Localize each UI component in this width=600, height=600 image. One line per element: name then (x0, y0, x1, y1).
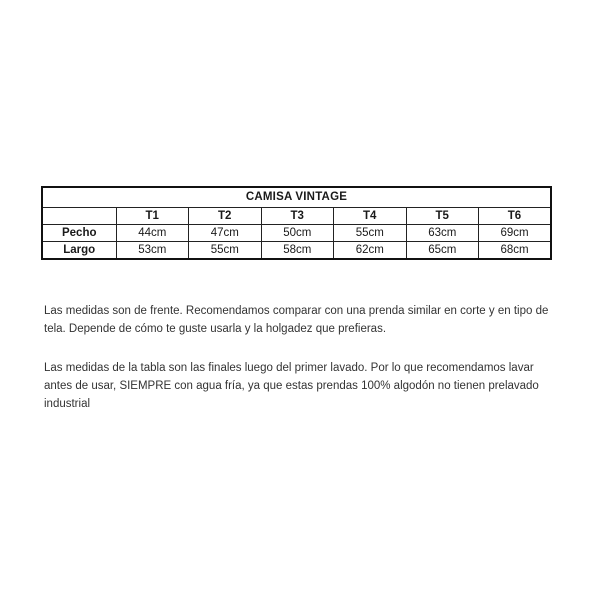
table-cell: 63cm (406, 225, 479, 242)
measurement-note: Las medidas son de frente. Recomendamos comparar con una prenda similar en corte y en tipo de tela. Depende de cómo te guste usarla y la holgadez que prefieras. (44, 305, 549, 335)
size-header-t5: T5 (406, 208, 479, 225)
table-cell: 55cm (334, 225, 407, 242)
table-cell: 58cm (261, 242, 334, 260)
washing-note: Las medidas de la tabla son las finales luego del primer lavado. Por lo que recomendamos lavar antes de usar, SIEMPRE con agua fría, ya que estas prendas 100% algodón no tienen prelavado industrial (44, 362, 539, 410)
header-empty-cell (42, 208, 116, 225)
table-cell: 44cm (116, 225, 189, 242)
size-header-t3: T3 (261, 208, 334, 225)
table-cell: 55cm (189, 242, 262, 260)
table-title-row (42, 187, 551, 208)
table-row (42, 225, 551, 242)
table-header-row (42, 208, 551, 225)
row-label-pecho: Pecho (42, 225, 116, 242)
row-label-largo: Largo (42, 242, 116, 260)
size-header-t1: T1 (116, 208, 189, 225)
table-cell: 47cm (189, 225, 262, 242)
table-cell: 50cm (261, 225, 334, 242)
table-cell: 62cm (334, 242, 407, 260)
table-cell: 68cm (479, 242, 552, 260)
table-cell: 65cm (406, 242, 479, 260)
table-cell: 69cm (479, 225, 552, 242)
size-header-t2: T2 (189, 208, 262, 225)
table-title: CAMISA VINTAGE (42, 187, 551, 208)
table-row (42, 242, 551, 260)
size-chart-table (41, 186, 552, 260)
size-header-t6: T6 (479, 208, 552, 225)
table-cell: 53cm (116, 242, 189, 260)
size-header-t4: T4 (334, 208, 407, 225)
